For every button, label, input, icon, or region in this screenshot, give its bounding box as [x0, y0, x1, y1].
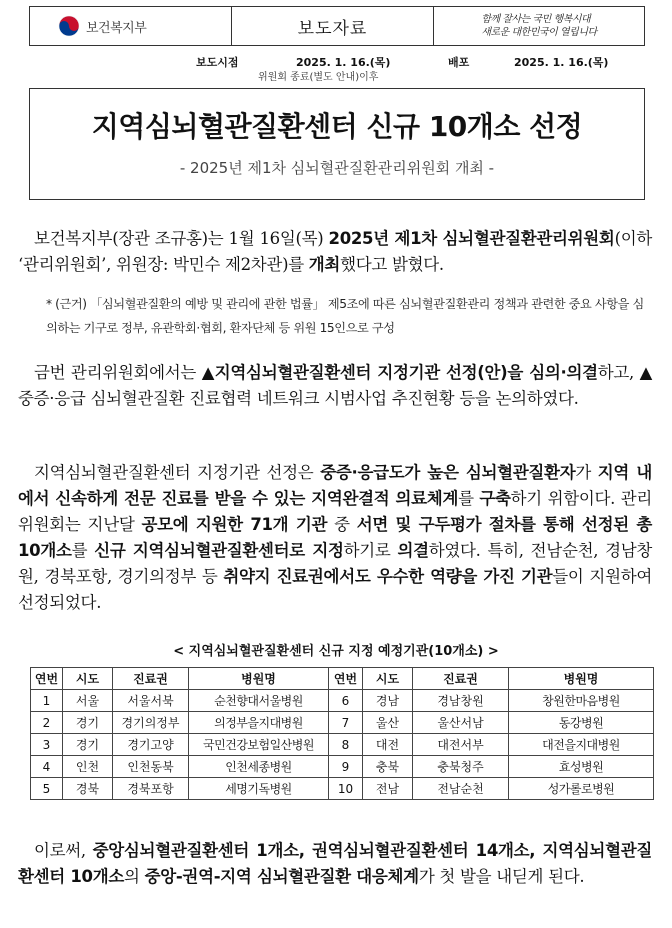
- slogan: [434, 7, 644, 45]
- p3-bold: 구축: [479, 489, 511, 508]
- table-header-row: [31, 668, 654, 690]
- cell-area: 서울서북: [113, 690, 189, 712]
- cell-region: 경남: [363, 690, 413, 712]
- main-title: 지역심뇌혈관질환센터 신규 10개소 선정: [91, 110, 583, 143]
- taegeuk-emblem-icon: [58, 15, 80, 37]
- cell-hospital: 세명기독병원: [189, 778, 329, 800]
- cell-hospital: 동강병원: [509, 712, 654, 734]
- col-header: 연번: [329, 668, 363, 690]
- cell-no: 6: [329, 690, 363, 712]
- cell-area: 전남순천: [413, 778, 509, 800]
- cell-region: 서울: [63, 690, 113, 712]
- col-header: 연번: [31, 668, 63, 690]
- p4-bold: 중앙-권역-지역 심뇌혈관질환 대응체계: [144, 867, 419, 886]
- cell-no: 5: [31, 778, 63, 800]
- cell-no: 8: [329, 734, 363, 756]
- p3-text: 를: [458, 489, 480, 508]
- p3-text: 중: [327, 515, 357, 534]
- cell-hospital: 대전을지대병원: [509, 734, 654, 756]
- p3-bold: 의결: [397, 541, 429, 560]
- p2-bold: ▲지역심뇌혈관질환센터 지정기관 선정(안)을 심의·의결: [201, 363, 598, 382]
- cell-region: 대전: [363, 734, 413, 756]
- sub-title: - 2025년 제1차 심뇌혈관질환관리위원회 개최 -: [179, 159, 495, 177]
- distribution-date: 2025. 1. 16.(목): [514, 56, 609, 69]
- cell-hospital: 창원한마음병원: [509, 690, 654, 712]
- cell-region: 충북: [363, 756, 413, 778]
- p3-bold: 신규 지역심뇌혈관질환센터로 지정: [94, 541, 344, 560]
- centers-table: [30, 667, 654, 800]
- cell-no: 3: [31, 734, 63, 756]
- p3-bold: 취약지 진료권에서도 우수한 역량을 가진 기관: [223, 567, 553, 586]
- release-note: 위원회 종료(별도 안내)이후: [258, 72, 379, 83]
- table-row: [31, 734, 654, 756]
- p1-text: 했다고 밝혔다.: [340, 255, 444, 274]
- p4-text: 이로써,: [34, 841, 93, 860]
- p3-text: 하였다. 특히, 전남순천, 경남창원, 경북포항, 경기의정부 등: [18, 541, 652, 586]
- p3-text: 가: [575, 463, 598, 482]
- p1-bold: 2025년 제1차 심뇌혈관질환관리위원회: [328, 229, 615, 248]
- col-header: 시도: [63, 668, 113, 690]
- cell-no: 9: [329, 756, 363, 778]
- p3-text: 들이 지원하여 선정되었다.: [18, 567, 652, 612]
- paragraph-3: [18, 460, 652, 616]
- cell-area: 경기고양: [113, 734, 189, 756]
- cell-region: 울산: [363, 712, 413, 734]
- p3-text: 하기로: [343, 541, 398, 560]
- p2-text: 하고, ▲중증·응급 심뇌혈관질환 진료협력 네트워크 시범사업 추진현황 등을 논의하였다.: [18, 363, 652, 408]
- p3-text: 를: [71, 541, 95, 560]
- p3-bold: 공모에 지원한 71개 기관: [141, 515, 328, 534]
- p4-text: 가 첫 발을 내딛게 된다.: [418, 867, 585, 886]
- cell-region: 경기: [63, 734, 113, 756]
- cell-hospital: 순천향대서울병원: [189, 690, 329, 712]
- p4-text: 의: [124, 867, 145, 886]
- cell-area: 충북청주: [413, 756, 509, 778]
- cell-region: 경북: [63, 778, 113, 800]
- cell-area: 대전서부: [413, 734, 509, 756]
- col-header: 진료권: [413, 668, 509, 690]
- cell-hospital: 의정부을지대병원: [189, 712, 329, 734]
- col-header: 병원명: [509, 668, 654, 690]
- p1-text: 보건복지부(장관 조규홍)는 1월 16일(목): [34, 229, 329, 248]
- cell-area: 경남창원: [413, 690, 509, 712]
- cell-hospital: 인천세종병원: [189, 756, 329, 778]
- cell-area: 울산서남: [413, 712, 509, 734]
- p2-text: 금번 관리위원회에서는: [34, 363, 202, 382]
- cell-area: 경기의정부: [113, 712, 189, 734]
- header-box: [29, 6, 645, 46]
- footnote-basis: * (근거) 「심뇌혈관질환의 예방 및 관리에 관한 법률」 제5조에 따른 심뇌혈관질환관리 정책과 관련한 중요 사항을 심의하는 기구로 정부, 유관학회·협회, 환자단체 등 위원 15인으로 구성: [46, 297, 644, 335]
- ministry-logo-area: [30, 7, 232, 45]
- cell-area: 경북포항: [113, 778, 189, 800]
- cell-no: 4: [31, 756, 63, 778]
- doc-type: 보도자료: [232, 7, 434, 45]
- cell-region: 인천: [63, 756, 113, 778]
- col-header: 진료권: [113, 668, 189, 690]
- p1-text: (이하 ‘관리위원회’, 위원장: 박민수 제2차관)를: [18, 229, 652, 274]
- cell-region: 전남: [363, 778, 413, 800]
- release-label: 보도시점: [196, 56, 239, 69]
- cell-no: 2: [31, 712, 63, 734]
- release-date: 2025. 1. 16.(목): [296, 56, 391, 69]
- p3-bold: 지역 내에서 신속하게 전문 진료를 받을 수 있는 지역완결적 의료체계: [18, 463, 652, 508]
- p3-text: 지역심뇌혈관질환센터 지정기관 선정은: [34, 463, 321, 482]
- p4-bold: 중앙심뇌혈관질환센터 1개소, 권역심뇌혈관질환센터 14개소, 지역심뇌혈관질환센터 10개소: [18, 841, 652, 886]
- cell-hospital: 국민건강보험일산병원: [189, 734, 329, 756]
- ministry-name: 보건복지부: [86, 20, 147, 36]
- cell-no: 10: [329, 778, 363, 800]
- slogan-line-1: 함께 잘사는 국민 행복시대: [481, 14, 591, 25]
- slogan-line-2: 새로운 대한민국이 열립니다: [481, 27, 597, 38]
- cell-no: 7: [329, 712, 363, 734]
- distribution-label: 배포: [448, 56, 470, 69]
- paragraph-2: [18, 360, 652, 412]
- p3-bold: 서면 및 구두평가 절차를 통해 선정된 총 10개소: [18, 515, 653, 560]
- col-header: 시도: [363, 668, 413, 690]
- paragraph-4: [18, 838, 652, 890]
- cell-hospital: 성가롤로병원: [509, 778, 654, 800]
- p1-bold: 개최: [308, 255, 341, 274]
- table-row: [31, 778, 654, 800]
- table-row: [31, 712, 654, 734]
- cell-no: 1: [31, 690, 63, 712]
- p3-text: 하기 위함이다. 관리위원회는 지난달: [18, 489, 652, 534]
- p3-bold: 중증·응급도가 높은 심뇌혈관질환자: [320, 463, 576, 482]
- col-header: 병원명: [189, 668, 329, 690]
- cell-hospital: 효성병원: [509, 756, 654, 778]
- title-box: [29, 88, 645, 200]
- cell-region: 경기: [63, 712, 113, 734]
- table-caption: < 지역심뇌혈관질환센터 신규 지정 예정기관(10개소) >: [173, 644, 499, 659]
- table-row: [31, 690, 654, 712]
- cell-area: 인천동북: [113, 756, 189, 778]
- table-row: [31, 756, 654, 778]
- paragraph-1: [18, 226, 652, 278]
